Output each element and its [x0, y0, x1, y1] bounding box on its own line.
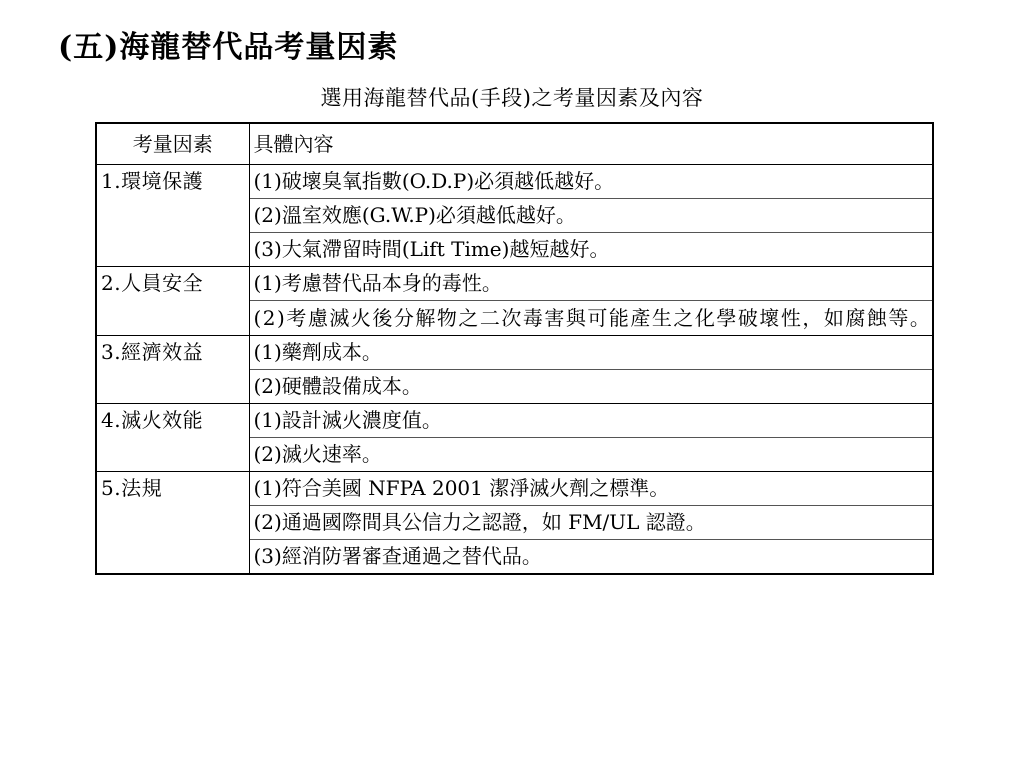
- content-item: (3)經消防署審查通過之替代品。: [249, 540, 933, 575]
- content-item: (1)藥劑成本。: [249, 336, 933, 370]
- table-header-row: [96, 123, 933, 165]
- content-item: (3)大氣滯留時間(Lift Time)越短越好。: [249, 233, 933, 267]
- content-item: (2)溫室效應(G.W.P)必須越低越好。: [249, 199, 933, 233]
- section-heading: (五)海龍替代品考量因素: [58, 30, 399, 65]
- table-row: [96, 165, 933, 199]
- factor-cell: 5.法規: [96, 472, 249, 575]
- factor-cell: 1.環境保護: [96, 165, 249, 267]
- content-item: (1)設計滅火濃度值。: [249, 404, 933, 438]
- content-item: (1)考慮替代品本身的毒性。: [249, 267, 933, 301]
- table-caption: 選用海龍替代品(手段)之考量因素及內容: [320, 86, 704, 110]
- table-row: [96, 267, 933, 301]
- column-header-content: 具體內容: [249, 123, 933, 165]
- content-item: (2)考慮滅火後分解物之二次毒害與可能產生之化學破壞性，如腐蝕等。: [249, 301, 933, 336]
- table-row: [96, 472, 933, 506]
- content-item: (1)符合美國 NFPA 2001 潔淨滅火劑之標準。: [249, 472, 933, 506]
- content-item: (1)破壞臭氧指數(O.D.P)必須越低越好。: [249, 165, 933, 199]
- content-item: (2)滅火速率。: [249, 438, 933, 472]
- content-item: (2)通過國際間具公信力之認證，如 FM/UL 認證。: [249, 506, 933, 540]
- column-header-factor: 考量因素: [96, 123, 249, 165]
- table-row: [96, 404, 933, 438]
- content-item: (2)硬體設備成本。: [249, 370, 933, 404]
- table-row: [96, 336, 933, 370]
- factor-cell: 2.人員安全: [96, 267, 249, 336]
- considerations-table: [95, 122, 934, 575]
- factor-cell: 4.滅火效能: [96, 404, 249, 472]
- factor-cell: 3.經濟效益: [96, 336, 249, 404]
